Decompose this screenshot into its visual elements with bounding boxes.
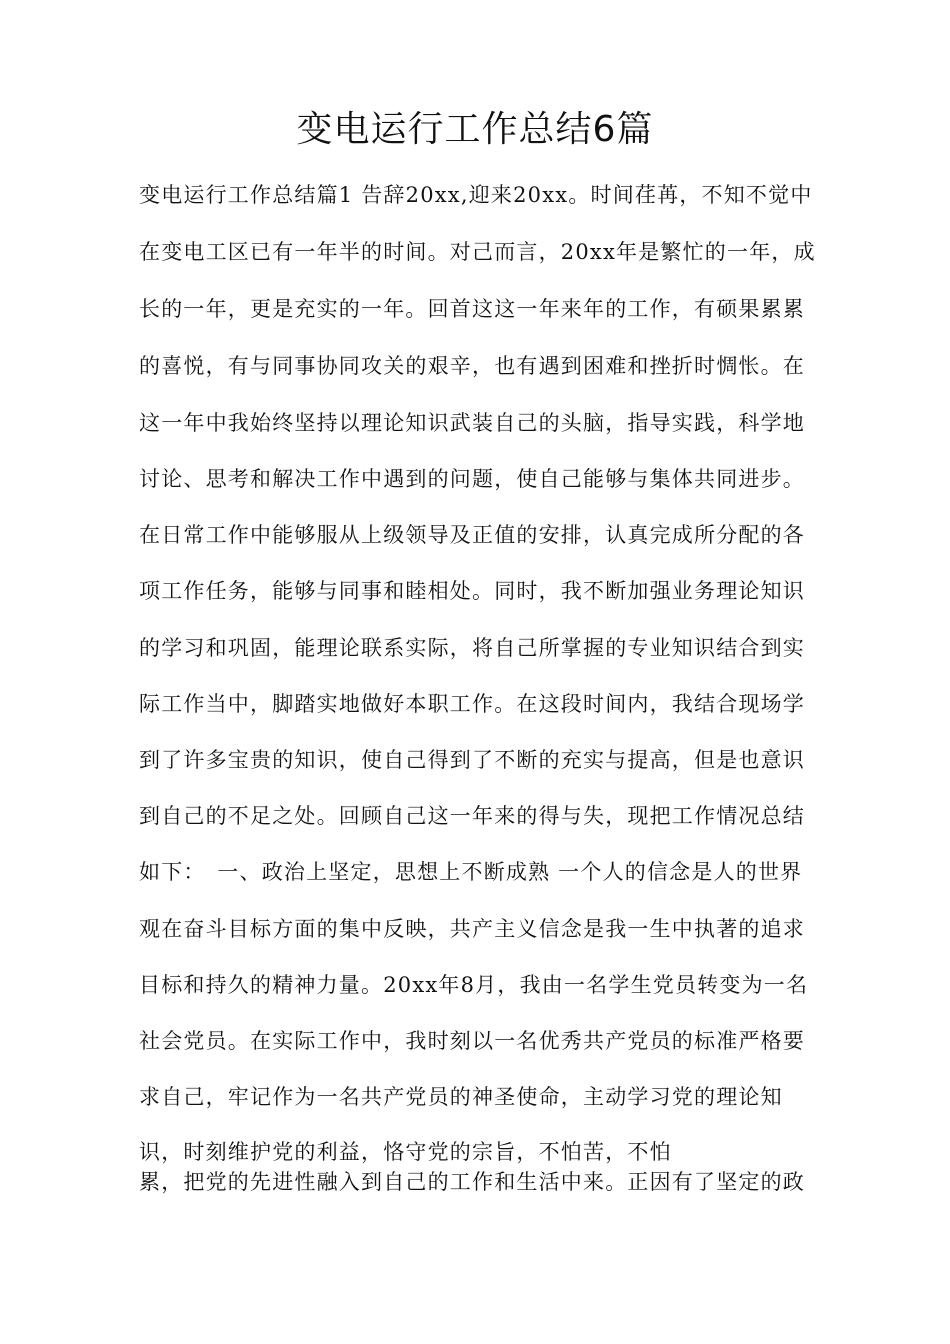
body-line-16: 社会党员。在实际工作中，我时刻以一名优秀共产党员的标准严格要 bbox=[139, 1029, 805, 1053]
body-line-15: 目标和持久的精神力量。20xx年8月，我由一名学生党员转变为一名 bbox=[139, 973, 809, 997]
body-line-13: 如下： 一、政治上坚定，思想上不断成熟 一个人的信念是人的世界 bbox=[139, 860, 803, 884]
body-line-14: 观在奋斗目标方面的集中反映，共产主义信念是我一生中执著的追求 bbox=[139, 917, 805, 941]
body-line-2: 在变电工区已有一年半的时间。对己而言，20xx年是繁忙的一年，成 bbox=[139, 240, 816, 264]
body-line-3: 长的一年，更是充实的一年。回首这这一年来年的工作，有硕果累累 bbox=[139, 297, 805, 321]
body-line-7: 在日常工作中能够服从上级领导及正值的安排，认真完成所分配的各 bbox=[139, 523, 805, 547]
body-line-10: 际工作当中，脚踏实地做好本职工作。在这段时间内，我结合现场学 bbox=[139, 692, 805, 716]
body-line-18: 识，时刻维护党的利益，恪守党的宗旨，不怕苦，不怕 bbox=[139, 1140, 672, 1164]
body-line-1: 变电运行工作总结篇1 告辞20xx,迎来20xx。时间荏苒，不知不觉中 bbox=[139, 183, 813, 207]
body-line-12: 到自己的不足之处。回顾自己这一年来的得与失，现把工作情况总结 bbox=[139, 804, 805, 828]
body-line-9: 的学习和巩固，能理论联系实际，将自己所掌握的专业知识结合到实 bbox=[139, 636, 805, 660]
document-title: 变电运行工作总结6篇 bbox=[296, 109, 654, 150]
body-line-19: 累，把党的先进性融入到自己的工作和生活中来。正因有了坚定的政 bbox=[139, 1170, 805, 1194]
body-line-5: 这一年中我始终坚持以理论知识武装自己的头脑，指导实践，科学地 bbox=[139, 411, 805, 435]
body-line-6: 讨论、思考和解决工作中遇到的问题，使自己能够与集体共同进步。 bbox=[139, 467, 805, 491]
body-line-17: 求自己，牢记作为一名共产党员的神圣使命，主动学习党的理论知 bbox=[139, 1085, 783, 1109]
body-line-8: 项工作任务，能够与同事和睦相处。同时，我不断加强业务理论知识 bbox=[139, 579, 805, 603]
body-line-11: 到了许多宝贵的知识，使自己得到了不断的充实与提高，但是也意识 bbox=[139, 748, 805, 772]
body-line-4: 的喜悦，有与同事协同攻关的艰辛，也有遇到困难和挫折时惆怅。在 bbox=[139, 354, 805, 378]
